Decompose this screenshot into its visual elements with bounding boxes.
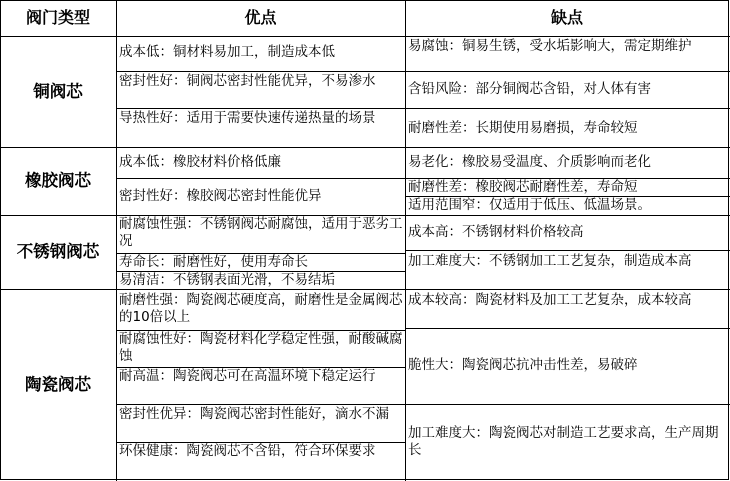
pro-cell: 密封性优异：陶瓷阀芯密封性能好，滴水不漏 [119, 406, 389, 422]
pro-cell: 导热性好：适用于需要快速传递热量的场景 [119, 110, 376, 126]
con-cell: 易老化：橡胶易受温度、介质影响而老化 [408, 154, 651, 170]
type-rubber: 橡胶阀芯 [25, 171, 91, 190]
pro-cell: 耐腐蚀性强：不锈钢阀芯耐腐蚀，适用于恶劣工况 [119, 216, 403, 249]
pro-cell: 环保健康：陶瓷阀芯不含铅，符合环保要求 [119, 443, 376, 459]
con-cell: 易腐蚀：铜易生锈，受水垢影响大，需定期维护 [408, 38, 692, 54]
pro-cell: 寿命长：耐磨性好，使用寿命长 [119, 254, 308, 270]
type-stainless-steel: 不锈钢阀芯 [16, 242, 100, 261]
con-cell: 加工难度大：不锈钢加工工艺复杂，制造成本高 [408, 253, 692, 269]
con-cell: 含铅风险：部分铜阀芯含铅，对人体有害 [408, 81, 651, 97]
pro-cell: 易清洁：不锈钢表面光滑，不易结垢 [119, 272, 335, 288]
con-cell: 加工难度大：陶瓷阀芯对制造工艺要求高，生产周期长 [408, 425, 719, 458]
header-cons: 缺点 [550, 8, 583, 27]
header-valve-type: 阀门类型 [25, 8, 90, 27]
con-cell: 耐磨性差：橡胶阀芯耐磨性差，寿命短 [408, 179, 638, 195]
con-cell: 脆性大：陶瓷阀芯抗冲击性差，易破碎 [408, 357, 638, 373]
header-pros: 优点 [244, 8, 277, 27]
pro-cell: 耐高温：陶瓷阀芯可在高温环境下稳定运行 [119, 368, 376, 384]
con-cell: 耐磨性差：长期使用易磨损，寿命较短 [408, 120, 638, 136]
con-cell: 适用范围窄：仅适用于低压、低温场景。 [408, 197, 651, 213]
pro-cell: 耐磨性强：陶瓷阀芯硬度高，耐磨性是金属阀芯的10倍以上 [119, 292, 403, 325]
type-copper: 铜阀芯 [33, 82, 83, 101]
con-cell: 成本高：不锈钢材料价格较高 [408, 224, 584, 240]
pro-cell: 耐腐蚀性好：陶瓷材料化学稳定性强，耐酸碱腐蚀 [119, 331, 403, 364]
pro-cell: 成本低：铜材料易加工，制造成本低 [119, 44, 335, 60]
pro-cell: 密封性好：铜阀芯密封性能优异，不易渗水 [119, 73, 376, 89]
pro-cell: 成本低：橡胶材料价格低廉 [119, 154, 281, 170]
con-cell: 成本较高：陶瓷材料及加工工艺复杂，成本较高 [408, 292, 692, 308]
pro-cell: 密封性好：橡胶阀芯密封性能优异 [119, 188, 322, 204]
type-ceramic: 陶瓷阀芯 [25, 375, 91, 394]
